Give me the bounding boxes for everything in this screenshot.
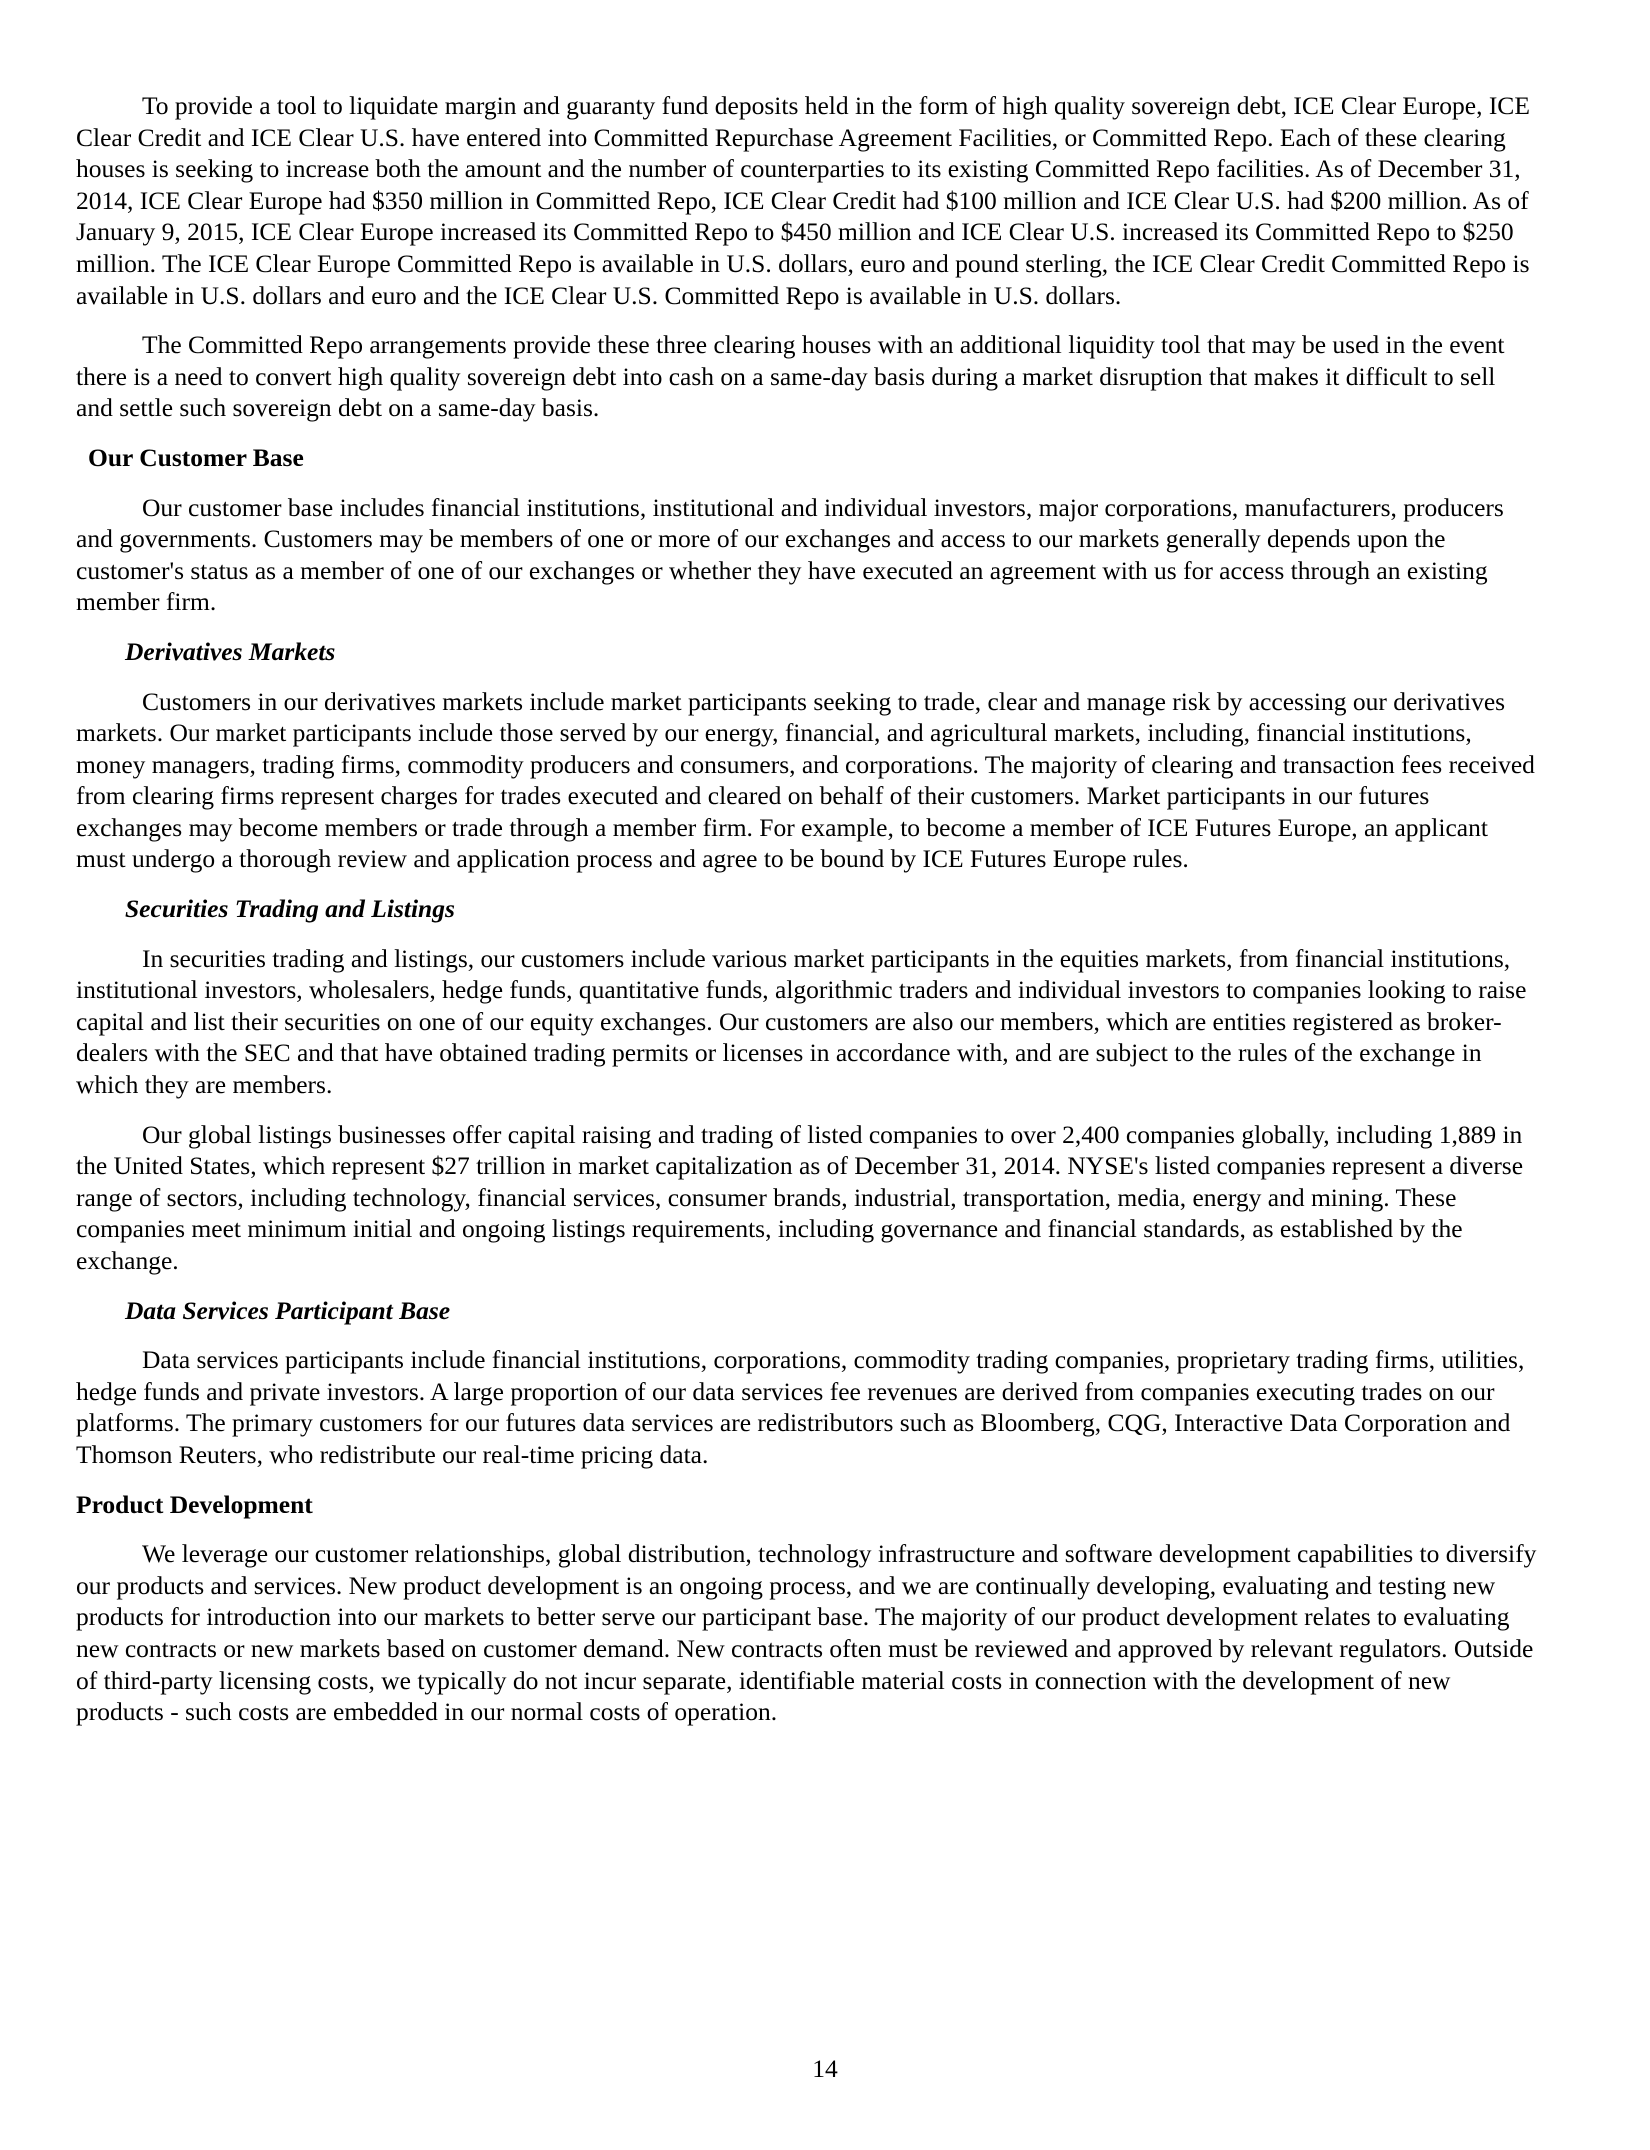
paragraph-derivatives-markets: Customers in our derivatives markets include market participants seeking to trade, clear and manage risk by accessing our derivatives markets. Our market participants include those served by our energy, financial, and agricultural markets, including, financial institutions, money managers, trading firms, commodity producers and consumers, and corporations. The majority of clearing and transaction fees received from clearing firms represent charges for trades executed and cleared on behalf of their customers. Market participants in our futures exchanges may become members or trade through a member firm. For example, to become a member of ICE Futures Europe, an applicant must undergo a thorough review and application process and agree to be bound by ICE Futures Europe rules. [76,686,1535,874]
page-number: 14 [812,2054,838,2083]
paragraph-committed-repo: To provide a tool to liquidate margin and guaranty fund deposits held in the form of high quality sovereign debt, ICE Clear Europe, ICE Clear Credit and ICE Clear U.S. have entered into Committed Repurchase Agreement Facilities, or Committed Repo. Each of these clearing houses is seeking to increase both the amount and the number of counterparties to its existing Committed Repo facilities. As of December 31, 2014, ICE Clear Europe had $350 million in Committed Repo, ICE Clear Credit had $100 million and ICE Clear U.S. had $200 million. As of January 9, 2015, ICE Clear Europe increased its Committed Repo to $450 million and ICE Clear U.S. increased its Committed Repo to $250 million. The ICE Clear Europe Committed Repo is available in U.S. dollars, euro and pound sterling, the ICE Clear Credit Committed Repo is available in U.S. dollars and euro and the ICE Clear U.S. Committed Repo is available in U.S. dollars. [76,91,1530,310]
paragraph-committed-repo-liquidity: The Committed Repo arrangements provide these three clearing houses with an additional liquidity tool that may be used in the event there is a need to convert high quality sovereign debt into cash on a same-day basis during a market disruption that makes it difficult to sell and settle such sovereign debt on a same-day basis. [76,330,1505,423]
paragraph-customer-base: Our customer base includes financial institutions, institutional and individual investors, major corporations, manufacturers, producers and governments. Customers may be members of one or more of our exchanges and access to our markets generally depends upon the customer's status as a member of one of our exchanges or whether they have executed an agreement with us for access through an existing member firm. [76,492,1504,617]
paragraph-product-development: We leverage our customer relationships, global distribution, technology infrastructure and software development capabilities to diversify our products and services. New product development is an ongoing process, and we are continually developing, evaluating and testing new products for introduction into our markets to better serve our participant base. The majority of our product development relates to evaluating new contracts or new markets based on customer demand. New contracts often must be reviewed and approved by relevant regulators. Outside of third-party licensing costs, we typically do not incur separate, identifiable material costs in connection with the development of new products - such costs are embedded in our normal costs of operation. [76,1539,1537,1727]
heading-data-services-participant-base: Data Services Participant Base [125,1295,451,1325]
document-page [76,90,1538,1746]
heading-product-development: Product Development [76,1489,313,1519]
paragraph-securities-trading: In securities trading and listings, our customers include various market participants in the equities markets, from financial institutions, institutional investors, wholesalers, hedge funds, quantitative funds, algorithmic traders and individual investors to companies looking to raise capital and list their securities on one of our equity exchanges. Our customers are also our members, which are entities registered as broker-dealers with the SEC and that have obtained trading permits or licenses in accordance with, and are subject to the rules of the exchange in which they are members. [76,943,1527,1100]
heading-our-customer-base: Our Customer Base [88,442,304,472]
heading-derivatives-markets: Derivatives Markets [125,636,336,666]
paragraph-global-listings: Our global listings businesses offer capital raising and trading of listed companies to over 2,400 companies globally, including 1,889 in the United States, which represent $27 trillion in market capitalization as of December 31, 2014. NYSE's listed companies represent a diverse range of sectors, including technology, financial services, consumer brands, industrial, transportation, media, energy and mining. These companies meet minimum initial and ongoing listings requirements, including governance and financial standards, as established by the exchange. [76,1119,1524,1275]
heading-securities-trading-listings: Securities Trading and Listings [125,894,455,924]
paragraph-data-services: Data services participants include financial institutions, corporations, commodity trading companies, proprietary trading firms, utilities, hedge funds and private investors. A large proportion of our data services fee revenues are derived from companies executing trades on our platforms. The primary customers for our futures data services are redistributors such as Bloomberg, CQG, Interactive Data Corporation and Thomson Reuters, who redistribute our real-time pricing data. [76,1345,1525,1469]
